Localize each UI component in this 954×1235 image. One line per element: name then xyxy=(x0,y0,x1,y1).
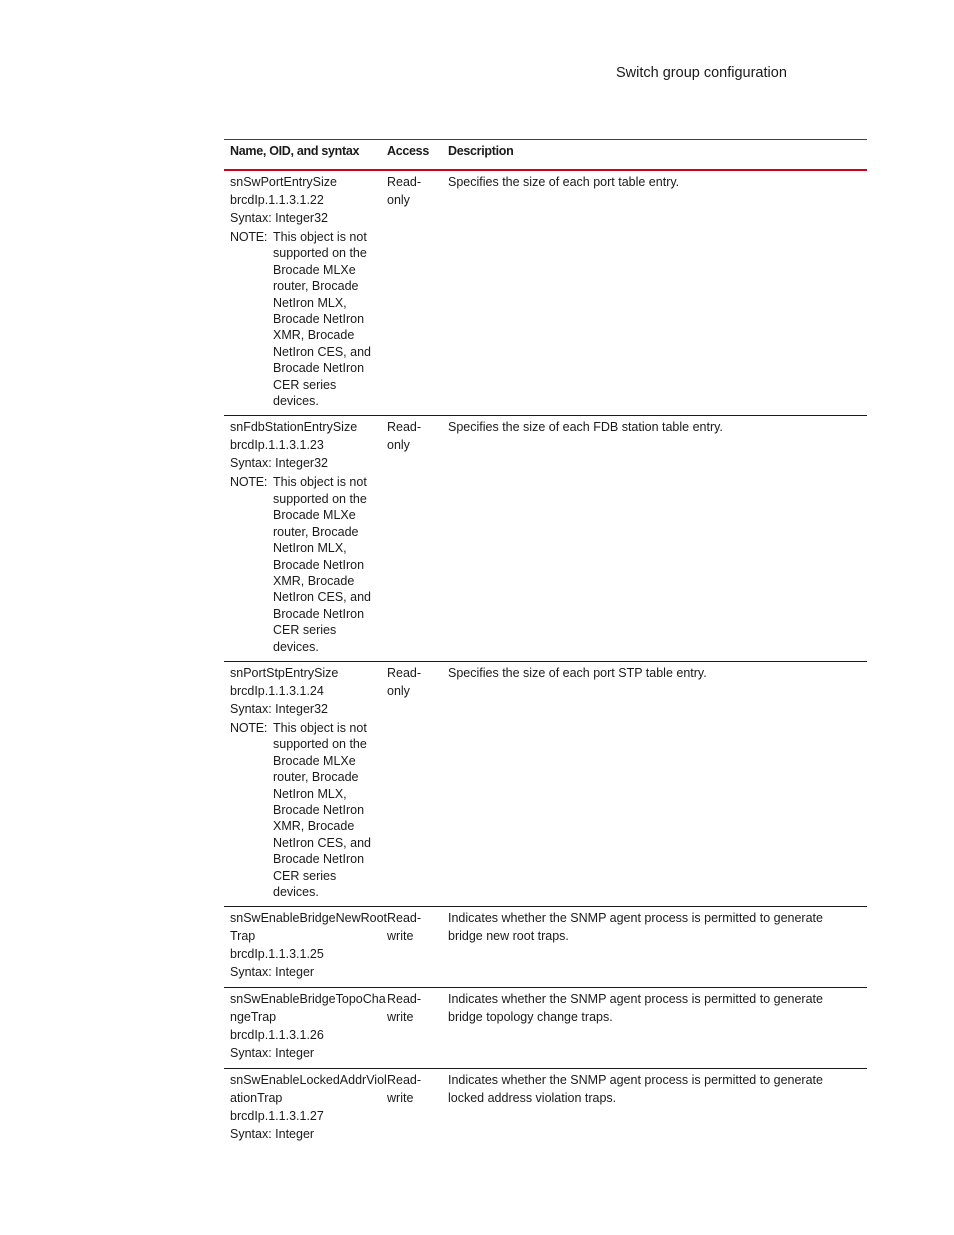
note xyxy=(230,229,375,409)
object-syntax: Syntax: Integer32 xyxy=(230,211,328,225)
description-cell: Specifies the size of each port STP table entry. xyxy=(442,661,867,906)
name-oid-syntax-cell xyxy=(224,661,381,906)
access-cell: Read-only xyxy=(381,416,442,661)
table-row xyxy=(224,416,867,661)
description-cell: Indicates whether the SNMP agent process is permitted to generate locked address violation traps. xyxy=(448,1073,823,1106)
access-cell: Read-only xyxy=(381,661,442,906)
object-name-continued: ngeTrap xyxy=(230,1010,277,1025)
object-syntax: Syntax: Integer32 xyxy=(230,701,328,716)
description-cell: Indicates whether the SNMP agent process is permitted to generate bridge topology change traps. xyxy=(442,988,867,1069)
table-header-row xyxy=(224,140,867,171)
object-name: snSwEnableBridgeTopoCha xyxy=(230,992,386,1007)
description-cell: Specifies the size of each port table entry. xyxy=(442,170,867,416)
access-cell: Read-write xyxy=(387,1073,422,1106)
object-syntax: Syntax: Integer32 xyxy=(230,456,328,471)
object-oid: brcdIp.1.1.3.1.24 xyxy=(230,683,324,698)
column-header-description: Description xyxy=(442,140,867,171)
table-row xyxy=(224,661,867,906)
running-header: Switch group configuration xyxy=(616,65,787,81)
table-row xyxy=(224,907,867,988)
note-label: NOTE: xyxy=(230,230,268,244)
object-name-continued: ationTrap xyxy=(230,1091,283,1106)
object-oid: brcdIp.1.1.3.1.22 xyxy=(230,193,324,207)
note xyxy=(230,720,375,900)
description-cell: Specifies the size of each FDB station table entry. xyxy=(442,416,867,661)
object-oid: brcdIp.1.1.3.1.23 xyxy=(230,438,324,453)
name-oid-syntax-cell xyxy=(224,170,381,416)
name-oid-syntax-cell xyxy=(224,907,388,988)
name-oid-syntax-cell xyxy=(224,1069,387,1150)
name-oid-syntax-cell xyxy=(224,988,386,1069)
note-text: This object is not supported on the Brocade MLXe router, Brocade NetIron MLX, Brocade NetIron XMR, Brocade NetIron CES, and Brocade NetIron CER series devices. xyxy=(273,475,371,654)
note-label: NOTE: xyxy=(230,475,268,490)
object-name: snSwEnableBridgeNewRoot xyxy=(230,911,388,926)
object-oid: brcdIp.1.1.3.1.26 xyxy=(230,1028,324,1043)
object-oid: brcdIp.1.1.3.1.25 xyxy=(230,947,324,962)
object-syntax: Syntax: Integer xyxy=(230,1046,315,1061)
mib-object-table xyxy=(224,139,867,1149)
object-oid: brcdIp.1.1.3.1.27 xyxy=(230,1109,324,1124)
object-name: snSwPortEntrySize xyxy=(230,175,337,189)
access-cell: Read-write xyxy=(381,907,442,988)
object-syntax: Syntax: Integer xyxy=(230,965,315,980)
access-cell: Read-only xyxy=(381,170,442,416)
description-cell: Indicates whether the SNMP agent process is permitted to generate bridge new root traps. xyxy=(442,907,867,988)
table-row xyxy=(224,170,867,416)
object-name-continued: Trap xyxy=(230,929,256,944)
note-text: This object is not supported on the Brocade MLXe router, Brocade NetIron MLX, Brocade NetIron XMR, Brocade NetIron CES, and Brocade NetIron CER series devices. xyxy=(273,230,371,409)
note-text: This object is not supported on the Brocade MLXe router, Brocade NetIron MLX, Brocade NetIron XMR, Brocade NetIron CES, and Brocade NetIron CER series devices. xyxy=(273,720,371,899)
object-name: snSwEnableLockedAddrViol xyxy=(230,1073,387,1088)
object-name: snPortStpEntrySize xyxy=(230,665,339,680)
name-oid-syntax-cell xyxy=(224,416,381,661)
object-name: snFdbStationEntrySize xyxy=(230,420,358,435)
access-cell: Read-write xyxy=(381,988,442,1069)
column-header-name: Name, OID, and syntax xyxy=(224,140,381,171)
object-syntax: Syntax: Integer xyxy=(230,1127,315,1142)
table-row xyxy=(224,988,867,1069)
column-header-access: Access xyxy=(381,140,442,171)
table-row xyxy=(224,1069,867,1150)
note-label: NOTE: xyxy=(230,720,268,735)
note xyxy=(230,474,375,654)
